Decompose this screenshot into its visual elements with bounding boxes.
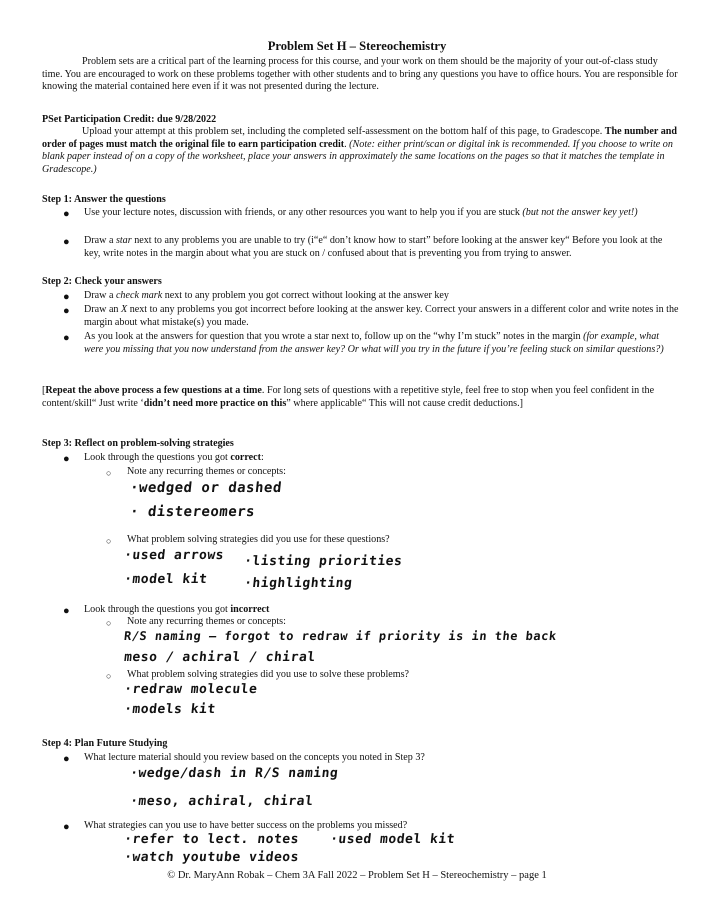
circle-bullet-icon: ○ [106, 618, 112, 628]
handwritten-answer: ·redraw molecule [123, 682, 259, 697]
bullet-icon: ● [63, 821, 70, 833]
page-footer: © Dr. MaryAnn Robak – Chem 3A Fall 2022 – Problem Set H – Stereochemistry – page 1 [167, 870, 547, 881]
correct-themes-prompt: Note any recurring themes or concepts: [127, 466, 286, 477]
handwritten-answer: ·model kit [123, 572, 209, 587]
page-title: Problem Set H – Stereochemistry [267, 39, 447, 53]
bullet-icon: ● [63, 208, 70, 220]
correct-strategies-prompt: What problem solving strategies did you use for these questions? [127, 534, 390, 545]
intro-paragraph: Problem sets are a critical part of the learning process for this course, and your work on them should be the majority of your out-of-class study time. You are encouraged to work on these problems together with other students and to bring any questions you have to office hours. You are responsible for knowing the material contained here even if it was not presented during the lecture. [42, 56, 678, 93]
circle-bullet-icon: ○ [106, 671, 112, 681]
handwritten-answer: R/S naming – forgot to redraw if priority is in the back [123, 629, 558, 643]
repeat-note: [Repeat the above process a few questions at a time. For long sets of questions with a repetitive style, feel free to stop when you feel confident in the content/skill“ Just write ‘didn’t need more practice on this” where applicable“ This will not cause credit deductions.] [42, 385, 655, 409]
step4-question-1: What lecture material should you review based on the concepts you noted in Step 3? [84, 752, 425, 763]
handwritten-answer: ·used arrows [123, 548, 225, 563]
step2-heading: Step 2: Check your answers [42, 276, 162, 287]
pset-heading: PSet Participation Credit: due 9/28/2022 [42, 114, 217, 125]
handwritten-answer: ·highlighting [243, 576, 354, 591]
step2-bullet-2: Draw an X next to any problems you got incorrect before looking at the answer key. Correct your answers in a different color and write notes in the margin about what mistake(s) you made. [84, 304, 679, 328]
bullet-icon: ● [63, 453, 70, 465]
incorrect-themes-prompt: Note any recurring themes or concepts: [127, 616, 286, 627]
pset-paragraph: Upload your attempt at this problem set, including the completed self-assessment on the bottom half of this page, to Gradescope. The number and order of pages must match the original file to earn participation credit. (Note: either print/scan or digital ink is recommended. If you choose to write on blank paper instead of on a copy of the worksheet, place your answers in approximately the same locations on the pages so that it matches the template in Gradescope.) [42, 126, 677, 175]
handwritten-answer: ·wedged or dashed [129, 480, 283, 496]
handwritten-answer: ·refer to lect. notes [123, 832, 300, 847]
handwritten-answer: meso / achiral / chiral [123, 650, 317, 665]
bullet-icon: ● [63, 291, 70, 303]
incorrect-strategies-prompt: What problem solving strategies did you use to solve these problems? [127, 669, 410, 680]
handwritten-answer: · distereomers [129, 504, 256, 520]
circle-bullet-icon: ○ [106, 536, 112, 546]
step4-question-2: What strategies can you use to have better success on the problems you missed? [84, 820, 408, 831]
handwritten-answer: ·used model kit [329, 832, 456, 847]
handwritten-answer: ·listing priorities [243, 554, 404, 569]
handwritten-answer: ·meso, achiral, chiral [129, 794, 315, 809]
step3-heading: Step 3: Reflect on problem-solving strategies [42, 438, 234, 449]
step3-correct-item: Look through the questions you got correct: [84, 452, 264, 463]
step4-heading: Step 4: Plan Future Studying [42, 738, 168, 749]
handwritten-answer: ·wedge/dash in R/S naming [129, 766, 340, 781]
step2-bullet-1: Draw a check mark next to any problem you got correct without looking at the answer key [84, 290, 449, 301]
step1-bullet-2: Draw a star next to any problems you are unable to try (i“e“ don’t know how to start” before looking at the answer key“ Before you look at the key, write notes in the margin about what you are stuck on / confused about that is preventing you from trying to answer. [84, 235, 663, 259]
step1-heading: Step 1: Answer the questions [42, 194, 166, 205]
step3-incorrect-item: Look through the questions you got incorrect [84, 604, 270, 615]
step2-bullet-3: As you look at the answers for question that you wrote a star next to, follow up on the “why I’m stuck” notes in the margin (for example, what were you missing that you now understand from the answer key? Or what will you try in the future if you’re feeling stuck on similar questions?) [84, 331, 664, 355]
handwritten-answer: ·models kit [123, 702, 217, 717]
bullet-icon: ● [63, 236, 70, 248]
handwritten-answer: ·watch youtube videos [123, 850, 300, 865]
step1-bullet-1: Use your lecture notes, discussion with friends, or any other resources you want to help you if you are stuck (but not the answer key yet!) [84, 207, 638, 218]
bullet-icon: ● [63, 605, 70, 617]
bullet-icon: ● [63, 332, 70, 344]
bullet-icon: ● [63, 753, 70, 765]
circle-bullet-icon: ○ [106, 468, 112, 478]
bullet-icon: ● [63, 305, 70, 317]
